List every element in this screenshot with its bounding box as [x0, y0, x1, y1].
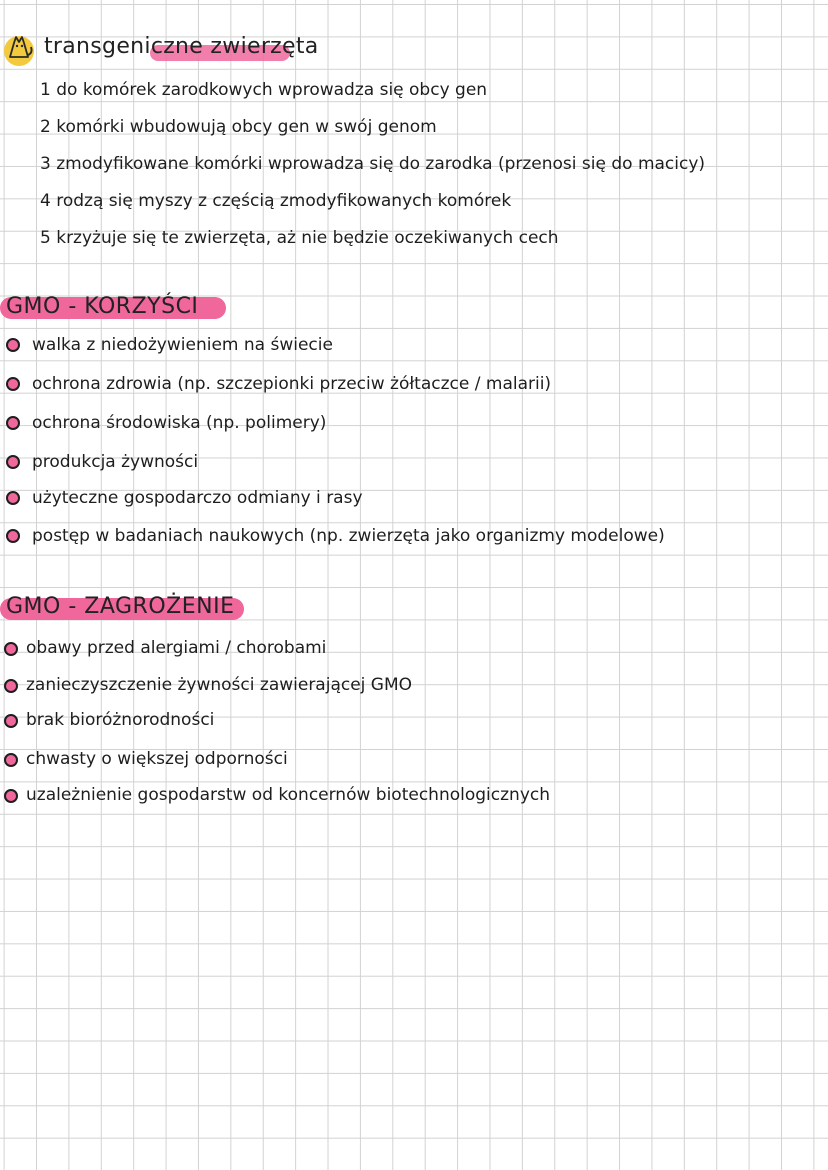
benefit-item: ochrona środowiska (np. polimery) [32, 413, 327, 433]
bullet-icon [6, 455, 20, 469]
bullet-icon [6, 491, 20, 505]
benefit-item: ochrona zdrowia (np. szczepionki przeciw żółtaczce / malarii) [32, 374, 552, 394]
benefit-item: walka z niedożywieniem na świecie [32, 335, 333, 355]
step-2: 2 komórki wbudowują obcy gen w swój genom [40, 117, 437, 137]
step-3: 3 zmodyfikowane komórki wprowadza się do zarodka (przenosi się do macicy) [40, 154, 706, 174]
step-1: 1 do komórek zarodkowych wprowadza się obcy gen [40, 80, 488, 100]
bullet-icon [4, 642, 18, 656]
benefit-item: produkcja żywności [32, 452, 199, 472]
bullet-icon [6, 416, 20, 430]
step-5: 5 krzyżuje się te zwierzęta, aż nie będzie oczekiwanych cech [40, 228, 559, 248]
bullet-icon [6, 338, 20, 352]
page-title: transgeniczne zwierzęta [44, 34, 319, 59]
risk-item: uzależnienie gospodarstw od koncernów biotechnologicznych [26, 785, 550, 805]
bullet-icon [4, 789, 18, 803]
benefit-item: postęp w badaniach naukowych (np. zwierzęta jako organizmy modelowe) [32, 526, 665, 546]
risk-item: obawy przed alergiami / chorobami [26, 638, 327, 658]
bullet-icon [6, 529, 20, 543]
bullet-icon [4, 714, 18, 728]
risk-item: brak bioróżnorodności [26, 710, 215, 730]
benefit-item: użyteczne gospodarczo odmiany i rasy [32, 488, 363, 508]
benefits-heading: GMO - KORZYŚCI [6, 294, 199, 319]
step-4: 4 rodzą się myszy z częścią zmodyfikowanych komórek [40, 191, 512, 211]
bullet-icon [4, 679, 18, 693]
risk-item: chwasty o większej odporności [26, 749, 288, 769]
bullet-icon [4, 753, 18, 767]
cat-icon [2, 31, 36, 65]
bullet-icon [6, 377, 20, 391]
risks-heading: GMO - ZAGROŻENIE [6, 594, 235, 619]
risk-item: zanieczyszczenie żywności zawierającej GMO [26, 675, 413, 695]
